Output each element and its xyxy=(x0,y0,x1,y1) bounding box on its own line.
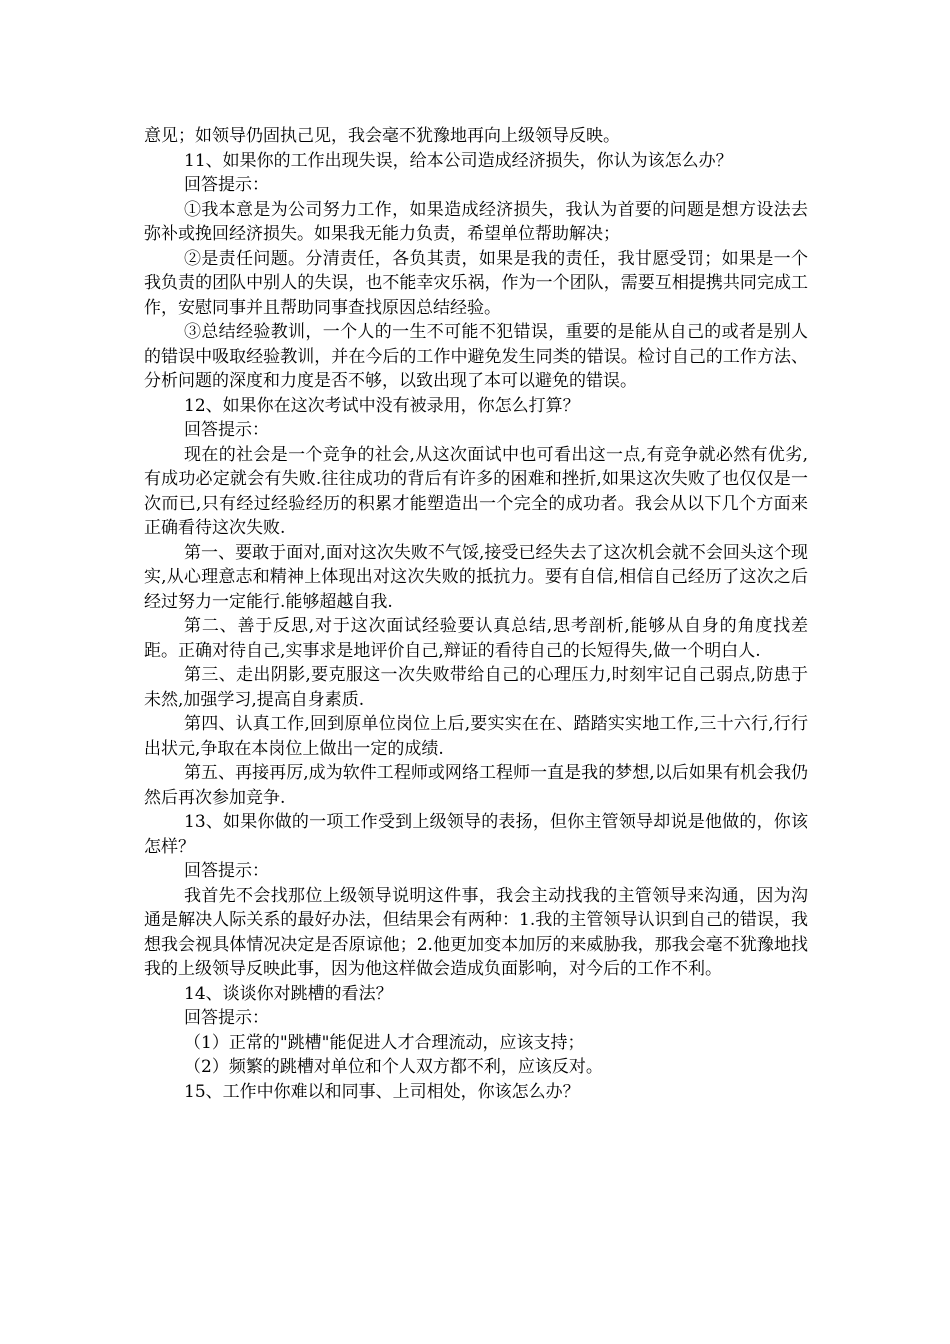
answer-hint-label: 回答提示： xyxy=(184,420,269,440)
paragraph: 第四、认真工作,回到原单位岗位上后,要实实在在、踏踏实实地工作,三十六行,行行出状元,争取在本岗位上做出一定的成绩. xyxy=(144,714,808,759)
answer-hint-label: 回答提示： xyxy=(184,861,269,881)
paragraph: 我首先不会找那位上级领导说明这件事，我会主动找我的主管领导来沟通，因为沟通是解决人际关系的最好办法，但结果会有两种：1.我的主管领导认识到自己的错误，我想我会视具体情况决定是否原谅他；2.他更加变本加厉的来威胁我，那我会毫不犹豫地找我的上级领导反映此事，因为他这样做会造成负面影响，对今后的工作不利。 xyxy=(144,885,808,979)
answer-hint-label: 回答提示： xyxy=(184,175,269,195)
question-12: 12、如果你在这次考试中没有被录用，你怎么打算？ xyxy=(184,395,580,416)
paragraph: （2）频繁的跳槽对单位和个人双方都不利，应该反对。 xyxy=(184,1057,603,1077)
paragraph: ①我本意是为公司努力工作，如果造成经济损失，我认为首要的问题是想方设法去弥补或挽回经济损失。如果我无能力负责，希望单位帮助解决； xyxy=(144,199,808,244)
paragraph: ②是责任问题。分清责任，各负其责，如果是我的责任，我甘愿受罚；如果是一个我负责的团队中别人的失误，也不能幸灾乐祸，作为一个团队，需要互相提携共同完成工作，安慰同事并且帮助同事查找原因总结经验。 xyxy=(144,248,808,318)
question-15: 15、工作中你难以和同事、上司相处，你该怎么办？ xyxy=(184,1081,580,1102)
question-14: 14、谈谈你对跳槽的看法？ xyxy=(184,983,393,1004)
paragraph: （1）正常的"跳槽"能促进人才合理流动，应该支持； xyxy=(184,1032,585,1053)
paragraph: 第五、再接再厉,成为软件工程师或网络工程师一直是我的梦想,以后如果有机会我仍然后再次参加竞争. xyxy=(144,763,808,808)
answer-hint-label: 回答提示： xyxy=(184,1008,269,1028)
paragraph: 第二、善于反思,对于这次面试经验要认真总结,思考剖析,能够从自身的角度找差距。正确对待自己,实事求是地评价自己,辩证的看待自己的长短得失,做一个明白人. xyxy=(144,616,808,661)
paragraph: ③总结经验教训，一个人的一生不可能不犯错误，重要的是能从自己的或者是别人的错误中吸取经验教训，并在今后的工作中避免发生同类的错误。检讨自己的工作方法、分析问题的深度和力度是否不够，以致出现了本可以避免的错误。 xyxy=(144,322,808,391)
question-13: 13、如果你做的一项工作受到上级领导的表扬，但你主管领导却说是他做的，你该怎样？ xyxy=(144,812,808,857)
paragraph: 现在的社会是一个竞争的社会,从这次面试中也可看出这一点,有竞争就必然有优劣,有成功必定就会有失败.往往成功的背后有许多的困难和挫折,如果这次失败了也仅仅是一次而已,只有经过经验经历的积累才能塑造出一个完全的成功者。我会从以下几个方面来正确看待这次失败. xyxy=(144,444,808,538)
document-page xyxy=(144,124,808,1104)
paragraph: 第一、要敢于面对,面对这次失败不气馁,接受已经失去了这次机会就不会回头这个现实,从心理意志和精神上体现出对这次失败的抵抗力。要有自信,相信自己经历了这次之后经过努力一定能行.能够超越自我. xyxy=(144,542,808,612)
question-11: 11、如果你的工作出现失误，给本公司造成经济损失，你认为该怎么办？ xyxy=(184,150,733,171)
paragraph: 第三、走出阴影,要克服这一次失败带给自己的心理压力,时刻牢记自己弱点,防患于未然,加强学习,提高自身素质. xyxy=(144,665,808,710)
paragraph: 意见；如领导仍固执己见，我会毫不犹豫地再向上级领导反映。 xyxy=(144,126,620,146)
